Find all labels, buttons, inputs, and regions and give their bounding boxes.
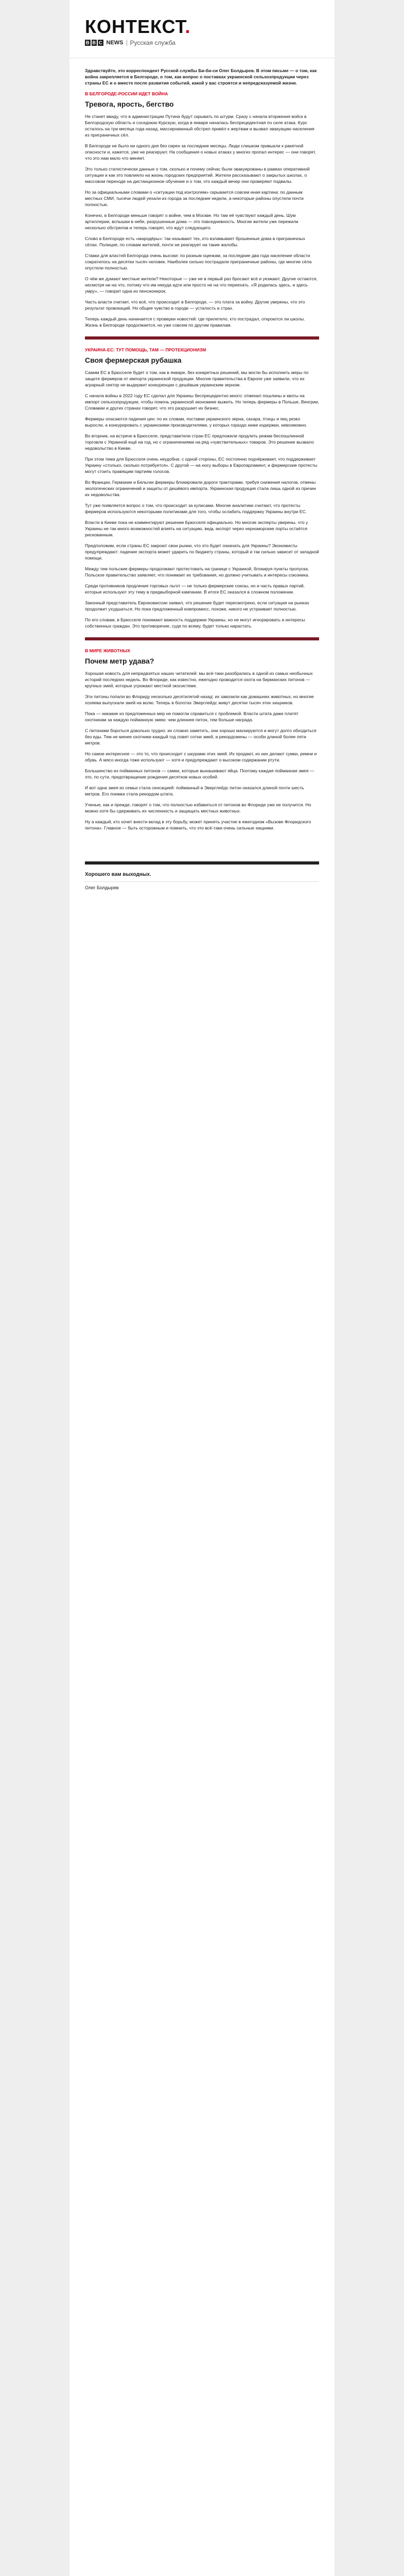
paragraph: О чём же думают местные жители? Некоторые — уже не в первый раз бросают всё и уезжают. Другие остаются, несмотря ни на что, потому что им некуда идти или просто не на что переехать. «Я родилась здесь, и здесь умру», — говорит одна из пенсионерок. <box>85 276 318 294</box>
paragraph: Это только статистически данные о том, сколько и почему сейчас были эвакуированы в рамках оперативной ситуации и как это повлияло на жизнь городских предприятий. Жители рассказывают о закрытых школах, о массовом переходе на дистанционное обучение и о том, что каждый вечер они проверяют подвалы. <box>85 166 310 184</box>
paragraph: Между тем польские фермеры продолжают протестовать на границе с Украиной, блокируя пункты пропуска. Польское правительство заявляет, что понимает их требования, но должно учитывать и интересы союзника. <box>85 566 309 578</box>
section-divider <box>85 637 319 640</box>
paragraph: Самим ЕС в Брюсселе будет о том, как в январе, без конкретных решений, мы могли бы исполнить меры по защите фермеров от импорта украинской продукции. Многие правительства в Европе уже заявили, что их аграрный сектор не выдержит конкуренции с дешёвым украинским зерном. <box>85 370 309 387</box>
paragraph: Хорошая новость для непредвзятых наших читателей: мы всё-таки разобрались в одной из самых необычных историй последних недель. Во Флориде, как известно, ежегодно проводится охота на бирманских питонов — крупных змей, которые угрожают местной экосистеме. <box>85 671 313 688</box>
bbc-brand-row <box>85 39 319 46</box>
paragraph: Но за официальными словами о «ситуации под контролем» скрывается совсем иная картина: по данным местных СМИ, тысячи людей уехали из города за последние недели, а некоторые районы опустели почти полностью. <box>85 190 304 207</box>
paragraph: Но самое интересное — это то, что происходит с шкурами этих змей. Их продают, из них делают сумки, ремни и обувь. А мясо иногда тоже используют — хотя и предупреждают о высоком содержании ртути. <box>85 751 317 762</box>
paragraph: В Белгороде не было ни одного дня без сирен за последние месяцы. Люди слишком привыкли к ракетной опасности и, кажется, уже не реагируют. На сообщения о новых атаках у многих пропал интерес — они говорят, что это нам мало что меняет. <box>85 143 316 161</box>
paragraph: Среди противников продления торговых льгот — не только фермерские союзы, но и часть правых партий, которые используют эту тему в предвыборной кампании. В итоге ЕС оказался в сложном положении. <box>85 583 305 595</box>
masthead <box>69 0 335 58</box>
paragraph: Слово в Белгороде есть «мародёры»: так называют тех, кто взламывает брошенные дома в приграничных сёлах. Полиция, по словам жителей, почти не реагирует на такие жалобы. <box>85 236 305 247</box>
closing-line: Хорошего вам выходных. <box>85 872 151 877</box>
paragraph: Не станет ввиду, что в администрации Путина будут скрывать по штурм. Сразу с начала вторжения войск в Белгородскую область и соседнюю Курскую, когда в январе началась беспрецедентная по силе атака. Курс осталось на три месяца года назад, массированный обстрел привёл к жертвам и вызвал эвакуацию населения из приграничных сёл. <box>85 114 314 138</box>
newsletter-content <box>69 58 335 851</box>
logo-dot: . <box>185 16 191 37</box>
sections <box>85 91 319 831</box>
paragraph: Фермеры опасаются падения цен: по их словам, поставки украинского зерна, сахара, птицы и яиц резко выросли, а конкурировать с украинскими производителями, у которых гораздо ниже издержки, невозможно. <box>85 416 307 428</box>
paragraph: Ставки для властей Белгорода очень высоки: по разным оценкам, за последние два года население области сократилось на десятки тысяч человек. Наиболее сильно пострадали приграничные районы, где многие сёла опустели полностью. <box>85 253 312 270</box>
section-title: Почем метр удава? <box>85 657 154 665</box>
paragraph: С начала войны в 2022 году ЕС сделал для Украины беспрецедентно много: отменил пошлины и квоты на импорт сельхозпродукции, чтобы помочь украинской экономике выжить. Но теперь фермеры в Польше, Венгрии, Словакии и других странах говорят, что это разрушает их бизнес. <box>85 393 320 411</box>
paragraph: С питонами бороться довольно трудно: их сложно заметить, они хорошо маскируются и могут долго обходиться без еды. Тем не менее охотники каждый год ловят сотни змей, а рекордсмены — особи длиной более пяти метров. <box>85 728 317 745</box>
bbc-letter: B <box>86 40 90 45</box>
logo-text: КОНТЕКСТ <box>85 16 185 37</box>
paragraph: Теперь каждый день начинается с проверки новостей: где прилетело, кто пострадал, откроются ли школы. Жизнь в Белгороде продолжается, но уже совсем по другим правилам. <box>85 316 305 328</box>
footer <box>85 861 319 895</box>
paragraph: Тут уже появляется вопрос о том, что происходит за кулисами. Многие аналитики считают, что протесты фермеров используются некоторыми политиками для того, чтобы ослабить поддержку Украины внутри ЕС. <box>85 503 307 514</box>
section-divider <box>85 336 319 340</box>
bbc-news-label: NEWS <box>106 40 124 46</box>
service-name: Русская служба <box>130 39 175 46</box>
paragraph: Эти питоны попали во Флориду несколько десятилетий назад: их завозили как домашних животных, но многие хозяева выпускали змей на волю. Теперь в болотах Эверглейдс живут десятки тысяч этих хищников. <box>85 694 314 705</box>
paragraph: При этом тема для Брюсселя очень неудобна: с одной стороны, ЕС постоянно подчёркивает, что поддерживает Украину «столько, сколько потребуется». С другой — на носу выборы в Европарламент, и фермерские протесты могут стоить правящим партиям голосов. <box>85 456 318 474</box>
section-tag: УКРАИНА-ЕС: ТУТ ПОМОЩЬ, ТАМ — ПРОТЕКЦИОНИЗМ <box>85 347 206 352</box>
paragraph: И вот одна змея из семьи стала сенсацией: пойманный в Эверглейдс питон оказался длиной почти шесть метров. Его поимка стала рекордом штата. <box>85 785 304 796</box>
bbc-letter: C <box>99 40 102 45</box>
paragraph: Часть власти считает, что всё, что происходит в Белгороде, — это плата за войну. Другие уверены, что это результат провокаций. Но общее чувство в городе — усталость и страх. <box>85 299 305 311</box>
intro-paragraph: Здравствуйте, это корреспондент Русской службы Би-би-си Олег Болдырев. В этом письме — о том, как война закрепляется в Белгороде, о том, как вопрос о поставках украинской сельхозпродукции через страны ЕС и о вместе после развития событий, какой у вас строятся и непредсказуемой жизни. <box>85 68 317 86</box>
paragraph: Пока — никакие из предложенных мер не помогли справиться с проблемой. Власти штата даже платят охотникам за каждую пойманную змею: чем длиннее питон, тем больше награда. <box>85 711 298 722</box>
paragraph: Во Франции, Германии и Бельгии фермеры блокировали дороги тракторами, требуя снижения налогов, отмены экологических ограничений и защиты от дешёвого импорта. Украинская продукция стала лишь одной из причин их недовольства. <box>85 480 316 497</box>
paragraph: Конечно, в Белгороде меньше говорят о войне, чем в Москве. Но там её чувствуют каждый день. Шум артиллерии, вспышки в небе, разрушенные дома — это повседневность. Многие жители уже пережили несколько обстрелов и теперь говорят, что ждут следующего. <box>85 213 298 230</box>
section-tag: В БЕЛГОРОДЕ-РОССИИ ИДЕТ ВОЙНА <box>85 91 168 96</box>
logo <box>85 18 319 36</box>
paragraph: Законный представитель Еврокомиссии заявил, что решение будет пересмотрено, если ситуация на рынках продолжит ухудшаться. Но пока предложенный компромисс, похоже, никого не устраивает полностью. <box>85 600 309 612</box>
paragraph: Ученые, как и прежде, говорят о том, что полностью избавиться от питонов во Флориде уже не получится. Но можно хотя бы сдерживать их численность и защищать местных животных. <box>85 802 311 814</box>
section-title: Своя фермерская рубашка <box>85 356 182 364</box>
newsletter-page <box>69 0 335 2576</box>
paragraph: Власти в Киеве пока не комментируют решение Брюсселя официально. Но многие эксперты уверены, что у Украины не так много возможностей влиять на ситуацию, ведь экспорт через черноморские порты остаётся рискованным. <box>85 520 308 537</box>
section-tag: В МИРЕ ЖИВОТНЫХ <box>85 648 131 653</box>
signoff: Олег Болдырев <box>85 885 119 890</box>
paragraph: Ну а каждый, кто хочет внести вклад в эту борьбу, может принять участие в ежегодном «Вызове Флоридского питона». Главное — быть осторожным и помнить, что это всё-таки очень сильные хищники. <box>85 819 311 831</box>
paragraph: Предположим, если страны ЕС закроют свои рынки, что это будет означать для Украины? Экономисты предупреждают: падение экспорта может ударить по бюджету страны, который и так сильно зависит от западной помощи. <box>85 543 319 561</box>
paragraph: Большинство из пойманных питонов — самки, которые вынашивают яйца. Поэтому каждая пойманная змея — это, по сути, предотвращение рождения десятков новых особей. <box>85 768 314 779</box>
paragraph: Во вторник, на встрече в Брюсселе, представители стран ЕС предложили продлить режим беспошлинной торговли с Украиной ещё на год, но с ограничениями на ряд «чувствительных» товаров. Это решение вызвало недовольство в Киеве. <box>85 433 314 451</box>
bbc-letter: B <box>92 40 96 45</box>
section-title: Тревога, ярость, бегство <box>85 100 174 108</box>
paragraph: По его словам, в Брюсселе понимают важность поддержки Украины, но не могут игнорировать и интересы собственных граждан. Это противоречие, судя по всему, будет только нарастать. <box>85 617 305 629</box>
